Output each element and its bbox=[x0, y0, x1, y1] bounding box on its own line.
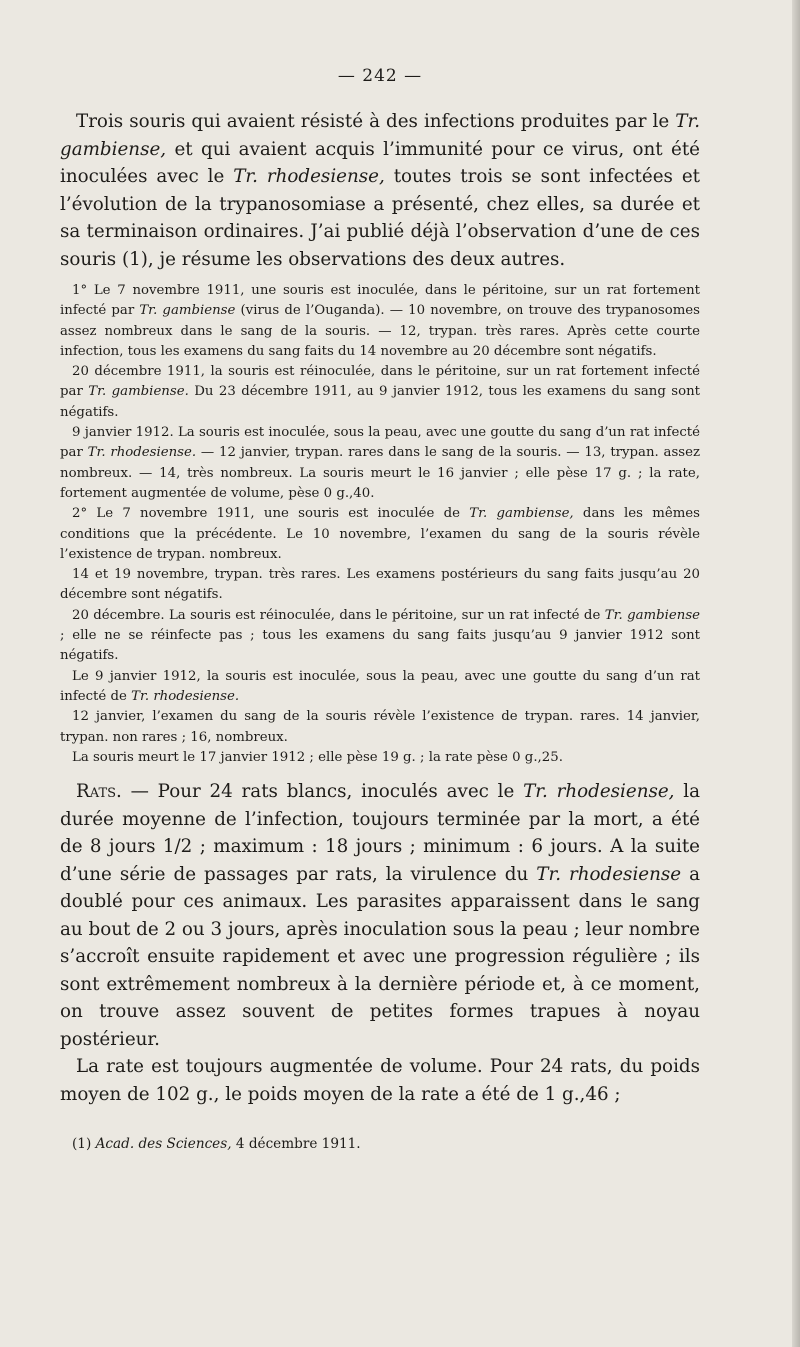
citation-title: Acad. des Sciences, bbox=[95, 1136, 232, 1153]
species-name: Tr. gambiense, bbox=[60, 111, 700, 160]
page-number: — 242 — bbox=[337, 66, 423, 86]
species-name: Tr. rhodesiense. bbox=[87, 445, 197, 461]
species-name: Tr. rhodesiense. bbox=[131, 688, 240, 704]
section-heading-rats: Rats. bbox=[76, 781, 122, 803]
spleen-paragraph: La rate est toujours augmentée de volume. Pour 24 rats, du poids moyen de 102 g., le poids moyen de la rate a été de 1 g.,46 ; bbox=[60, 1056, 700, 1105]
species-name: Tr. rhodesiense, bbox=[523, 781, 675, 803]
species-name: Tr. gambiense bbox=[139, 303, 236, 319]
species-name: Tr. rhodesiense bbox=[536, 863, 682, 885]
observation-2-paragraph-4: Le 9 janvier 1912, la souris est inoculée, sous la peau, avec une goutte du sang d’un rat infecté de Tr. rhodesiense. bbox=[60, 668, 700, 704]
observation-2-paragraph-6: La souris meurt le 17 janvier 1912 ; elle pèse 19 g. ; la rate pèse 0 g.,25. bbox=[72, 749, 563, 765]
intro-paragraph: Trois souris qui avaient résisté à des infections produites par le Tr. gambiense, et qui avaient acquis l’immunité pour ce virus, ont été inoculées avec le Tr. rhodesiense, toutes trois se sont infectées et l’évolution de la trypanosomiase a présenté, chez elles, sa durée et sa terminaison ordinaires. J’ai publié déjà l’observation d’une de ces souris (1), je résume les observations des deux autres. bbox=[60, 111, 701, 270]
page-edge-shadow bbox=[792, 0, 800, 1347]
observation-2-paragraph-3: 20 décembre. La souris est réinoculée, dans le péritoine, sur un rat infecté de Tr. gambiense ; elle ne se réinfecte pas ; tous les examens du sang faits jusqu’au 9 janvier 1912 sont négatifs. bbox=[60, 607, 701, 664]
species-name: Tr. rhodesiense, bbox=[233, 166, 385, 187]
species-name: Tr. gambiense. bbox=[88, 384, 189, 400]
book-page bbox=[60, 66, 700, 1154]
observation-1-paragraph-3: 9 janvier 1912. La souris est inoculée, sous la peau, avec une goutte du sang d’un rat infecté par Tr. rhodesiense. — 12 janvier, trypan. rares dans le sang de la souris. — 13, trypan. assez nombreux. — 14, très nombreux. La souris meurt le 16 janvier ; elle pèse 17 g. ; la rate, fortement augmentée de volume, pèse 0 g.,40. bbox=[60, 425, 701, 501]
observation-2-paragraph-1: 2° Le 7 novembre 1911, une souris est inoculée de Tr. gambiense, dans les mêmes conditions que la précédente. Le 10 novembre, l’examen du sang de la souris révèle l’existence de trypan. nombreux. bbox=[60, 506, 700, 562]
rats-paragraph: Rats. — Pour 24 rats blancs, inoculés avec le Tr. rhodesiense, la durée moyenne de l’infection, toujours terminée par la mort, a été de 8 jours 1/2 ; maximum : 18 jours ; minimum : 6 jours. A la suite d’une série de passages par rats, la virulence du Tr. rhodesiense a doublé pour ces animaux. Les parasites apparaissent dans le sang au bout de 2 ou 3 jours, après inoculation sous la peau ; leur nombre s’accroît ensuite rapidement et avec une progression régulière ; ils sont extrêmement nombreux à la dernière période et, à ce moment, on trouve assez souvent de petites formes trapues à noyau postérieur. bbox=[60, 781, 701, 1050]
observation-1-paragraph-1: 1° Le 7 novembre 1911, une souris est inoculée, dans le péritoine, sur un rat fortement infecté par Tr. gambiense (virus de l’Ouganda). — 10 novembre, on trouve des trypanosomes assez nombreux dans le sang de la souris. — 12, trypan. très rares. Après cette courte infection, tous les examens du sang faits du 14 novembre au 20 décembre sont négatifs. bbox=[60, 283, 700, 359]
species-name: Tr. gambiense bbox=[604, 607, 701, 623]
footnote: (1) Acad. des Sciences, 4 décembre 1911. bbox=[72, 1136, 361, 1153]
observation-2-paragraph-2: 14 et 19 novembre, trypan. très rares. Les examens postérieurs du sang faits jusqu’au 20 décembre sont négatifs. bbox=[60, 567, 700, 603]
species-name: Tr. gambiense, bbox=[469, 506, 574, 522]
observation-2-paragraph-5: 12 janvier, l’examen du sang de la souris révèle l’existence de trypan. rares. 14 janvier, trypan. non rares ; 16, nombreux. bbox=[60, 709, 700, 745]
observation-1-paragraph-2: 20 décembre 1911, la souris est réinoculée, dans le péritoine, sur un rat fortement infecté par Tr. gambiense. Du 23 décembre 1911, au 9 janvier 1912, tous les examens du sang sont négatifs. bbox=[60, 364, 700, 420]
